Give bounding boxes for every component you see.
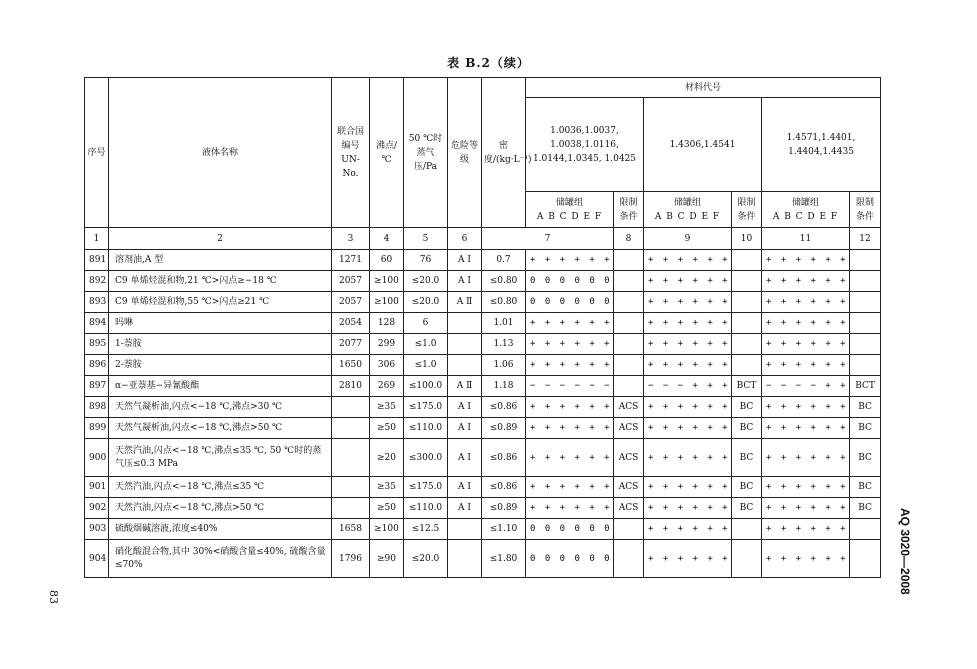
liquid-name: 天然气凝析油,闪点<−18 ℃,沸点>50 ℃ bbox=[109, 418, 332, 439]
restriction-condition bbox=[850, 271, 881, 292]
restriction-condition: BC bbox=[850, 477, 881, 498]
tank-group-marks: + + + + + + bbox=[644, 313, 732, 334]
restriction-condition bbox=[850, 355, 881, 376]
col-num: 4 bbox=[370, 228, 404, 250]
vapor-pressure: ≤20.0 bbox=[404, 271, 448, 292]
tank-group-marks: + + + + + + bbox=[644, 355, 732, 376]
restriction-condition bbox=[614, 313, 644, 334]
col-num: 5 bbox=[404, 228, 448, 250]
density: ≤0.86 bbox=[482, 477, 526, 498]
density: ≤0.86 bbox=[482, 397, 526, 418]
density: ≤1.80 bbox=[482, 540, 526, 578]
boiling-point: ≥50 bbox=[370, 498, 404, 519]
tank-group-marks: + + + + + + bbox=[644, 540, 732, 578]
table-row bbox=[85, 334, 881, 355]
header-restriction: 限制条件 bbox=[732, 192, 762, 228]
row-number: 895 bbox=[85, 334, 109, 355]
restriction-condition: BC bbox=[850, 498, 881, 519]
table-row bbox=[85, 540, 881, 578]
col-num: 9 bbox=[644, 228, 732, 250]
density: ≤0.86 bbox=[482, 439, 526, 477]
restriction-condition bbox=[732, 271, 762, 292]
tank-group-marks: − − − − + + bbox=[762, 376, 850, 397]
tank-group-marks: + + + + + + bbox=[762, 250, 850, 271]
un-number bbox=[332, 439, 370, 477]
column-number-row bbox=[85, 228, 881, 250]
tank-group-marks: + + + + + + bbox=[644, 439, 732, 477]
vapor-pressure: ≤100.0 bbox=[404, 376, 448, 397]
tank-group-marks: 0 0 0 0 0 0 bbox=[526, 292, 614, 313]
un-number bbox=[332, 397, 370, 418]
col-num: 8 bbox=[614, 228, 644, 250]
restriction-condition bbox=[732, 292, 762, 313]
density: ≤0.80 bbox=[482, 292, 526, 313]
table-row bbox=[85, 376, 881, 397]
un-number: 1658 bbox=[332, 519, 370, 540]
liquid-name: C9 单烯烃混和物,55 ℃>闪点≥21 ℃ bbox=[109, 292, 332, 313]
restriction-condition bbox=[732, 313, 762, 334]
liquid-name: 溶剂油,A 型 bbox=[109, 250, 332, 271]
hazard-class bbox=[448, 355, 482, 376]
density: ≤1.10 bbox=[482, 519, 526, 540]
header-un: 联合国编号 UN-No. bbox=[332, 78, 370, 228]
liquid-name: 1-萘胺 bbox=[109, 334, 332, 355]
restriction-condition bbox=[614, 519, 644, 540]
restriction-condition bbox=[614, 355, 644, 376]
liquid-name: 天然汽油,闪点<−18 ℃,沸点>50 ℃ bbox=[109, 498, 332, 519]
tank-group-marks: + + + + + + bbox=[762, 439, 850, 477]
row-number: 892 bbox=[85, 271, 109, 292]
hazard-class bbox=[448, 334, 482, 355]
restriction-condition bbox=[850, 540, 881, 578]
tank-letters: A B C D E F bbox=[772, 211, 839, 222]
restriction-condition bbox=[732, 250, 762, 271]
restriction-condition bbox=[850, 313, 881, 334]
col-num: 7 bbox=[482, 228, 614, 250]
tank-group-marks: + + + + + + bbox=[762, 355, 850, 376]
row-number: 899 bbox=[85, 418, 109, 439]
liquid-name: 硝化酸混合物,其中 30%<硝酸含量≤40%, 硫酸含量≤70% bbox=[109, 540, 332, 578]
table-row bbox=[85, 271, 881, 292]
hazard-class: A Ⅰ bbox=[448, 498, 482, 519]
row-number: 903 bbox=[85, 519, 109, 540]
tank-group-marks: + + + + + + bbox=[762, 540, 850, 578]
row-number: 901 bbox=[85, 477, 109, 498]
row-number: 894 bbox=[85, 313, 109, 334]
header-group-a-codes: 1.0036,1.0037, 1.0038,1.0116, 1.0144,1.0345, 1.0425 bbox=[526, 98, 644, 192]
header-group-c-codes: 1.4571,1.4401, 1.4404,1.4435 bbox=[762, 98, 881, 192]
liquid-name: 吗啉 bbox=[109, 313, 332, 334]
tank-group-marks: + + + + + + bbox=[762, 313, 850, 334]
restriction-condition bbox=[732, 519, 762, 540]
liquid-name: 2-萘胺 bbox=[109, 355, 332, 376]
liquid-name: 天然汽油,闪点<−18 ℃,沸点≤35 ℃, 50 ℃时的蒸气压≤0.3 MPa bbox=[109, 439, 332, 477]
density: 1.13 bbox=[482, 334, 526, 355]
tank-group-marks: + + + + + + bbox=[526, 418, 614, 439]
vapor-pressure: ≤175.0 bbox=[404, 397, 448, 418]
tank-group-marks: + + + + + + bbox=[526, 313, 614, 334]
un-number: 1650 bbox=[332, 355, 370, 376]
boiling-point: ≥50 bbox=[370, 418, 404, 439]
header-tank-group bbox=[762, 192, 850, 228]
header-vp: 50 ℃时蒸气压/Pa bbox=[404, 78, 448, 228]
restriction-condition bbox=[732, 355, 762, 376]
tank-group-marks: + + + + + + bbox=[762, 334, 850, 355]
restriction-condition bbox=[850, 292, 881, 313]
boiling-point: 269 bbox=[370, 376, 404, 397]
row-number: 896 bbox=[85, 355, 109, 376]
liquid-name: 天然汽油,闪点<−18 ℃,沸点≤35 ℃ bbox=[109, 477, 332, 498]
tank-group-marks: + + + + + + bbox=[644, 397, 732, 418]
tank-group-marks: + + + + + + bbox=[526, 439, 614, 477]
restriction-condition bbox=[614, 540, 644, 578]
header-tank-group bbox=[526, 192, 614, 228]
vapor-pressure: ≤110.0 bbox=[404, 418, 448, 439]
table-row bbox=[85, 477, 881, 498]
restriction-condition bbox=[732, 334, 762, 355]
boiling-point: ≥90 bbox=[370, 540, 404, 578]
vapor-pressure: 6 bbox=[404, 313, 448, 334]
un-number: 1271 bbox=[332, 250, 370, 271]
restriction-condition: BC bbox=[850, 439, 881, 477]
tank-group-marks: + + + + + + bbox=[644, 334, 732, 355]
tank-group-marks: + + + + + + bbox=[526, 334, 614, 355]
boiling-point: ≥100 bbox=[370, 292, 404, 313]
density: ≤0.89 bbox=[482, 418, 526, 439]
row-number: 902 bbox=[85, 498, 109, 519]
restriction-condition: BC bbox=[732, 439, 762, 477]
vapor-pressure: ≤12.5 bbox=[404, 519, 448, 540]
col-num: 3 bbox=[332, 228, 370, 250]
row-number: 904 bbox=[85, 540, 109, 578]
un-number bbox=[332, 418, 370, 439]
hazard-class: A Ⅰ bbox=[448, 418, 482, 439]
vapor-pressure: ≤20.0 bbox=[404, 540, 448, 578]
tank-group-label: 储罐组 bbox=[555, 197, 583, 208]
standard-code: AQ 3020—2008 bbox=[898, 508, 912, 595]
tank-group-marks: + + + + + + bbox=[762, 519, 850, 540]
row-number: 891 bbox=[85, 250, 109, 271]
boiling-point: 306 bbox=[370, 355, 404, 376]
table-row bbox=[85, 313, 881, 334]
un-number bbox=[332, 498, 370, 519]
tank-group-marks: + + + + + + bbox=[526, 250, 614, 271]
hazard-class: A Ⅰ bbox=[448, 250, 482, 271]
density: 0.7 bbox=[482, 250, 526, 271]
hazard-class: A Ⅰ bbox=[448, 397, 482, 418]
row-number: 893 bbox=[85, 292, 109, 313]
restriction-condition bbox=[614, 250, 644, 271]
restriction-condition: BC bbox=[732, 418, 762, 439]
tank-group-marks: + + + + + + bbox=[644, 498, 732, 519]
col-num: 6 bbox=[448, 228, 482, 250]
vapor-pressure: ≤175.0 bbox=[404, 477, 448, 498]
vapor-pressure: ≤20.0 bbox=[404, 292, 448, 313]
restriction-condition bbox=[850, 334, 881, 355]
boiling-point: ≥20 bbox=[370, 439, 404, 477]
table-row bbox=[85, 355, 881, 376]
tank-group-marks: + + + + + + bbox=[644, 519, 732, 540]
table-row bbox=[85, 292, 881, 313]
hazard-class bbox=[448, 540, 482, 578]
boiling-point: 128 bbox=[370, 313, 404, 334]
vapor-pressure: ≤1.0 bbox=[404, 355, 448, 376]
liquid-name: C9 单烯烃混和物,21 ℃>闪点≥−18 ℃ bbox=[109, 271, 332, 292]
header-name: 液体名称 bbox=[109, 78, 332, 228]
row-number: 900 bbox=[85, 439, 109, 477]
tank-letters: A B C D E F bbox=[654, 211, 721, 222]
hazard-class: A Ⅰ bbox=[448, 271, 482, 292]
restriction-condition: BC bbox=[850, 418, 881, 439]
tank-group-marks: + + + + + + bbox=[762, 271, 850, 292]
restriction-condition: ACS bbox=[614, 439, 644, 477]
boiling-point: 60 bbox=[370, 250, 404, 271]
table-row bbox=[85, 439, 881, 477]
tank-group-marks: + + + + + + bbox=[762, 498, 850, 519]
density: 1.18 bbox=[482, 376, 526, 397]
col-num: 1 bbox=[85, 228, 109, 250]
restriction-condition: BC bbox=[850, 397, 881, 418]
col-num: 11 bbox=[762, 228, 850, 250]
density: ≤0.80 bbox=[482, 271, 526, 292]
tank-group-marks: 0 0 0 0 0 0 bbox=[526, 519, 614, 540]
un-number: 2057 bbox=[332, 271, 370, 292]
tank-group-marks: 0 0 0 0 0 0 bbox=[526, 540, 614, 578]
vapor-pressure: 76 bbox=[404, 250, 448, 271]
header-restriction: 限制条件 bbox=[614, 192, 644, 228]
un-number: 1796 bbox=[332, 540, 370, 578]
col-num: 2 bbox=[109, 228, 332, 250]
tank-group-marks: + + + + + + bbox=[762, 292, 850, 313]
restriction-condition: BC bbox=[732, 397, 762, 418]
header-material-code: 材料代号 bbox=[526, 78, 881, 98]
tank-group-marks: − − − + + + bbox=[644, 376, 732, 397]
vapor-pressure: ≤300.0 bbox=[404, 439, 448, 477]
restriction-condition: BCT bbox=[850, 376, 881, 397]
col-num: 12 bbox=[850, 228, 881, 250]
restriction-condition bbox=[850, 519, 881, 540]
un-number: 2054 bbox=[332, 313, 370, 334]
tank-group-label: 储罐组 bbox=[673, 197, 701, 208]
table-body bbox=[85, 250, 881, 578]
col-num: 10 bbox=[732, 228, 762, 250]
restriction-condition: ACS bbox=[614, 498, 644, 519]
tank-group-marks: − − − − − − bbox=[526, 376, 614, 397]
header-tank-group bbox=[644, 192, 732, 228]
row-number: 898 bbox=[85, 397, 109, 418]
un-number bbox=[332, 477, 370, 498]
un-number: 2810 bbox=[332, 376, 370, 397]
tank-group-marks: + + + + + + bbox=[526, 477, 614, 498]
hazard-class: A Ⅱ bbox=[448, 376, 482, 397]
boiling-point: ≥100 bbox=[370, 271, 404, 292]
tank-group-marks: + + + + + + bbox=[762, 477, 850, 498]
restriction-condition bbox=[614, 334, 644, 355]
data-table bbox=[84, 77, 881, 578]
restriction-condition bbox=[850, 250, 881, 271]
vapor-pressure: ≤1.0 bbox=[404, 334, 448, 355]
tank-letters: A B C D E F bbox=[536, 211, 603, 222]
hazard-class: A Ⅰ bbox=[448, 477, 482, 498]
restriction-condition bbox=[732, 540, 762, 578]
restriction-condition: ACS bbox=[614, 418, 644, 439]
tank-group-marks: + + + + + + bbox=[762, 397, 850, 418]
restriction-condition: BC bbox=[732, 498, 762, 519]
restriction-condition: ACS bbox=[614, 477, 644, 498]
liquid-name: 天然气凝析油,闪点<−18 ℃,沸点>30 ℃ bbox=[109, 397, 332, 418]
tank-group-marks: + + + + + + bbox=[526, 397, 614, 418]
table-row bbox=[85, 250, 881, 271]
header-hazard: 危险等级 bbox=[448, 78, 482, 228]
boiling-point: ≥100 bbox=[370, 519, 404, 540]
density: 1.06 bbox=[482, 355, 526, 376]
hazard-class: A Ⅱ bbox=[448, 292, 482, 313]
tank-group-marks: 0 0 0 0 0 0 bbox=[526, 271, 614, 292]
tank-group-marks: + + + + + + bbox=[644, 477, 732, 498]
page-number: 83 bbox=[47, 590, 60, 604]
table-row bbox=[85, 498, 881, 519]
header-seq: 序号 bbox=[85, 78, 109, 228]
header-group-b-codes: 1.4306,1.4541 bbox=[644, 98, 762, 192]
header-density: 密度/(kg·L⁻¹) bbox=[482, 78, 526, 228]
un-number: 2057 bbox=[332, 292, 370, 313]
hazard-class bbox=[448, 313, 482, 334]
tank-group-marks: + + + + + + bbox=[526, 498, 614, 519]
restriction-condition bbox=[614, 292, 644, 313]
table-row bbox=[85, 519, 881, 540]
boiling-point: ≥35 bbox=[370, 397, 404, 418]
liquid-name: α−亚萘基−异氰酸酯 bbox=[109, 376, 332, 397]
un-number: 2077 bbox=[332, 334, 370, 355]
hazard-class: A Ⅰ bbox=[448, 439, 482, 477]
liquid-name: 硫酸烟碱溶液,浓度≤40% bbox=[109, 519, 332, 540]
header-restriction: 限制条件 bbox=[850, 192, 881, 228]
tank-group-marks: + + + + + + bbox=[762, 418, 850, 439]
tank-group-marks: + + + + + + bbox=[526, 355, 614, 376]
row-number: 897 bbox=[85, 376, 109, 397]
restriction-condition: ACS bbox=[614, 397, 644, 418]
boiling-point: ≥35 bbox=[370, 477, 404, 498]
table-row bbox=[85, 418, 881, 439]
restriction-condition: BCT bbox=[732, 376, 762, 397]
tank-group-marks: + + + + + + bbox=[644, 250, 732, 271]
hazard-class bbox=[448, 519, 482, 540]
boiling-point: 299 bbox=[370, 334, 404, 355]
tank-group-marks: + + + + + + bbox=[644, 271, 732, 292]
restriction-condition bbox=[614, 376, 644, 397]
density: ≤0.89 bbox=[482, 498, 526, 519]
table-row bbox=[85, 397, 881, 418]
tank-group-marks: + + + + + + bbox=[644, 292, 732, 313]
restriction-condition bbox=[614, 271, 644, 292]
density: 1.01 bbox=[482, 313, 526, 334]
tank-group-marks: + + + + + + bbox=[644, 418, 732, 439]
header-bp: 沸点/℃ bbox=[370, 78, 404, 228]
vapor-pressure: ≤110.0 bbox=[404, 498, 448, 519]
table-title: 表 B.2（续） bbox=[447, 56, 530, 70]
tank-group-label: 储罐组 bbox=[791, 197, 819, 208]
restriction-condition: BC bbox=[732, 477, 762, 498]
